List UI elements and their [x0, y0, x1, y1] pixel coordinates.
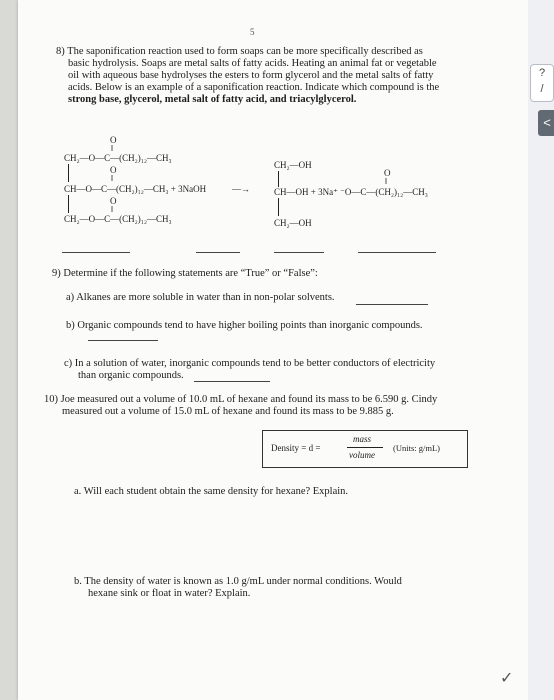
- answer-blank-salt[interactable]: [358, 252, 436, 253]
- q8-line-2: basic hydrolysis. Soaps are metal salts of fatty acids. Heating an animal fat or vegetable: [68, 58, 437, 69]
- checkmark-icon: ✓: [500, 668, 514, 687]
- formula-lhs: Density = d =: [271, 443, 321, 453]
- q10-line-2: measured out a volume of 15.0 mL of hexane and found its mass to be 9.885 g.: [62, 406, 394, 417]
- edit-icon: /: [540, 83, 544, 95]
- formula-numerator: mass: [353, 434, 372, 444]
- reactant-bond-1: [68, 164, 69, 182]
- double-bond-2: ‖: [111, 174, 114, 183]
- q8-line-5: strong base, glycerol, metal salt of fatty acid, and triacylglycerol.: [68, 94, 357, 105]
- page-number: 5: [250, 27, 255, 37]
- q8-line-3: oil with aqueous base hydrolyses the esters to form glycerol and the metal salts of fatty: [68, 70, 434, 81]
- double-bond-3: ‖: [111, 205, 114, 214]
- q9-statement-c-line-2: than organic compounds.: [78, 370, 184, 381]
- product-row-2: CH—OH + 3Na⁺ ⁻O—C—(CH₂)₁₂—CH₃: [274, 187, 428, 197]
- q9-answer-a[interactable]: [356, 304, 428, 305]
- q10-part-a: a. Will each student obtain the same density for hexane? Explain.: [74, 486, 349, 497]
- density-formula-box: [262, 430, 468, 468]
- answer-blank-triacylglycerol[interactable]: [62, 252, 130, 253]
- reactant-oxygen-3: O: [110, 196, 117, 206]
- q8-line-4: acids. Below is an example of a saponification reaction. Indicate which compound is the: [68, 82, 440, 93]
- fraction-bar: [347, 447, 383, 448]
- reaction-arrow: —→: [232, 184, 250, 194]
- formula-units: (Units: g/mL): [393, 443, 440, 453]
- help-icon: ?: [538, 67, 546, 79]
- q9-statement-a: a) Alkanes are more soluble in water than in non-polar solvents.: [66, 292, 335, 303]
- right-toolbar: [528, 0, 554, 700]
- answer-blank-glycerol[interactable]: [274, 252, 324, 253]
- worksheet-page: [18, 0, 528, 700]
- formula-denominator: volume: [349, 450, 375, 460]
- reactant-oxygen-1: O: [110, 135, 117, 145]
- q10-part-b-line-1: b. The density of water is known as 1.0 g/mL under normal conditions. Would: [74, 576, 402, 587]
- reactant-oxygen-2: O: [110, 165, 117, 175]
- product-row-1: CH₂—OH: [274, 160, 312, 170]
- double-bond-1: ‖: [111, 144, 114, 153]
- reactant-row-2: CH—O—C—(CH₂)₁₂—CH₃ + 3NaOH: [64, 184, 207, 194]
- reactant-row-3: CH₂—O—C—(CH₂)₁₂—CH₃: [64, 214, 172, 224]
- q10-line-1: 10) Joe measured out a volume of 10.0 mL of hexane and found its mass to be 6.590 g. Cindy: [44, 394, 438, 405]
- product-double-bond: ‖: [385, 177, 388, 186]
- product-bond-2: [278, 198, 279, 216]
- q10-part-b-line-2: hexane sink or float in water? Explain.: [88, 588, 251, 599]
- q9-answer-b[interactable]: [88, 340, 158, 341]
- help-button[interactable]: [530, 64, 554, 102]
- product-oxygen: O: [384, 168, 391, 178]
- q9-stem: 9) Determine if the following statements are “True” or “False”:: [52, 268, 318, 279]
- q8-line-1: 8) The saponification reaction used to form soaps can be more specifically described as: [56, 46, 423, 57]
- reactant-row-1: CH₂—O—C—(CH₂)₁₂—CH₃: [64, 153, 172, 163]
- answer-blank-base[interactable]: [196, 252, 240, 253]
- collapse-tab[interactable]: <: [538, 110, 554, 136]
- q9-statement-c-line-1: c) In a solution of water, inorganic compounds tend to be better conductors of electricity: [64, 358, 436, 369]
- product-row-3: CH₂—OH: [274, 218, 312, 228]
- q9-answer-c[interactable]: [194, 381, 270, 382]
- q9-statement-b: b) Organic compounds tend to have higher boiling points than inorganic compounds.: [66, 320, 423, 331]
- reactant-bond-2: [68, 195, 69, 213]
- product-bond-1: [278, 171, 279, 187]
